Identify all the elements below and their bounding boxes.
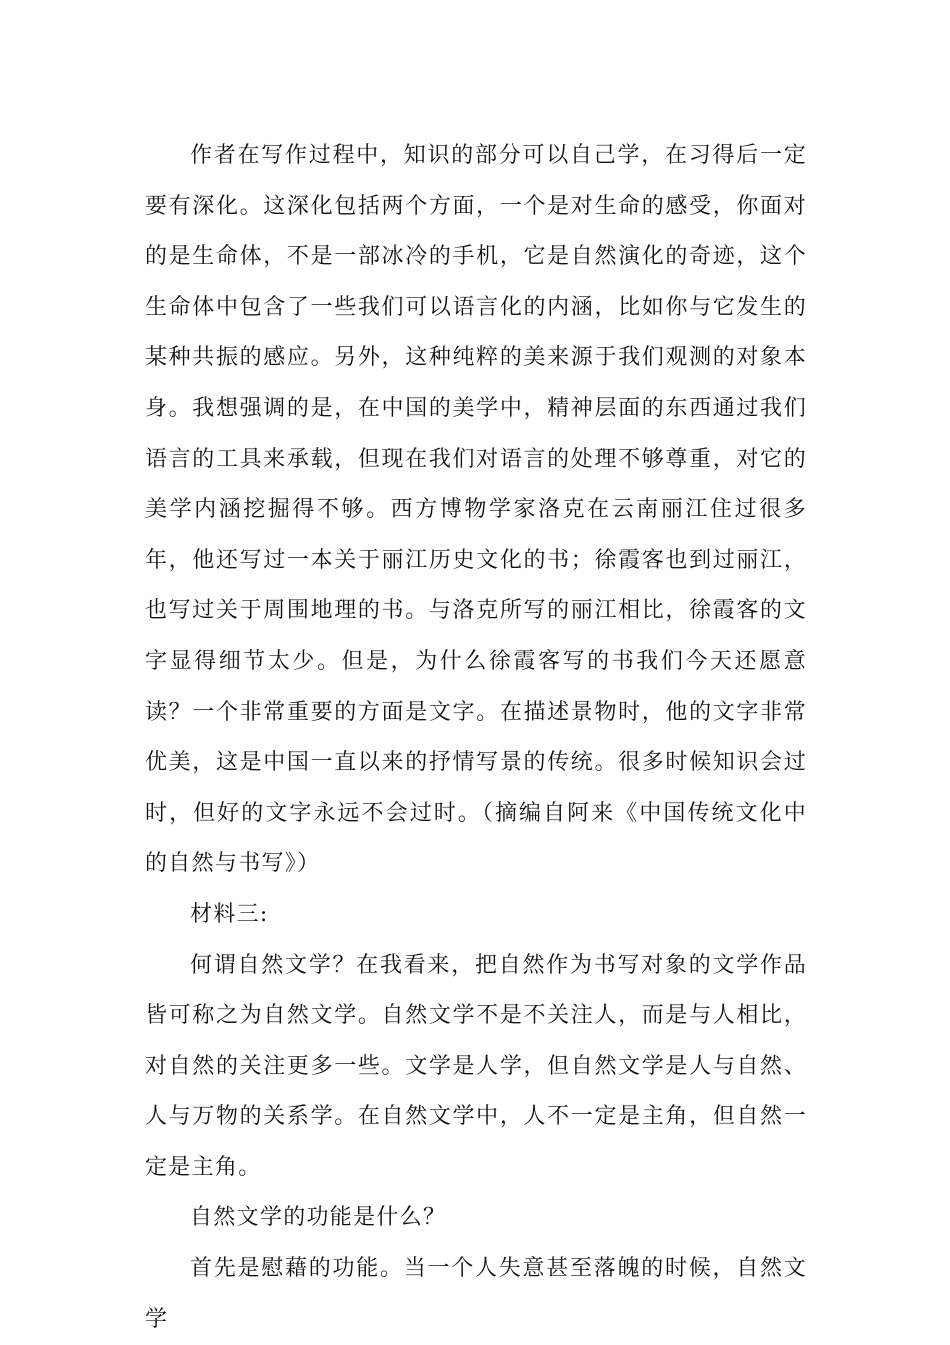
paragraph-function-question: 自然文学的功能是什么？ <box>190 1205 447 1231</box>
paragraph-material-three-heading: 材料三: <box>190 901 269 927</box>
paragraph-consolation-function: 首先是慰藉的功能。当一个人失意甚至落魄的时候，自然文学 <box>145 1256 807 1332</box>
document-body <box>145 131 807 1345</box>
paragraph-nature-literature-definition: 何谓自然文学？在我看来，把自然作为书写对象的文学作品皆可称之为自然文学。自然文学不是不关注人，而是与人相比，对自然的关注更多一些。文学是人学，但自然文学是人与自然、人与万物的关系学。在自然文学中，人不一定是主角，但自然一定是主角。 <box>145 952 807 1180</box>
paragraph-author-writing: 作者在写作过程中，知识的部分可以自己学，在习得后一定要有深化。这深化包括两个方面，一个是对生命的感受，你面对的是生命体，不是一部冰冷的手机，它是自然演化的奇迹，这个生命体中包含了一些我们可以语言化的内涵，比如你与它发生的某种共振的感应。另外，这种纯粹的美来源于我们观测的对象本身。我想强调的是，在中国的美学中，精神层面的东西通过我们语言的工具来承载，但现在我们对语言的处理不够尊重，对它的美学内涵挖掘得不够。西方博物学家洛克在云南丽江住过很多年，他还写过一本关于丽江历史文化的书；徐霞客也到过丽江，也写过关于周围地理的书。与洛克所写的丽江相比，徐霞客的文字显得细节太少。但是，为什么徐霞客写的书我们今天还愿意读？一个非常重要的方面是文字。在描述景物时，他的文字非常优美，这是中国一直以来的抒情写景的传统。很多时候知识会过时，但好的文字永远不会过时。（摘编自阿来《中国传统文化中的自然与书写》） <box>145 143 807 877</box>
